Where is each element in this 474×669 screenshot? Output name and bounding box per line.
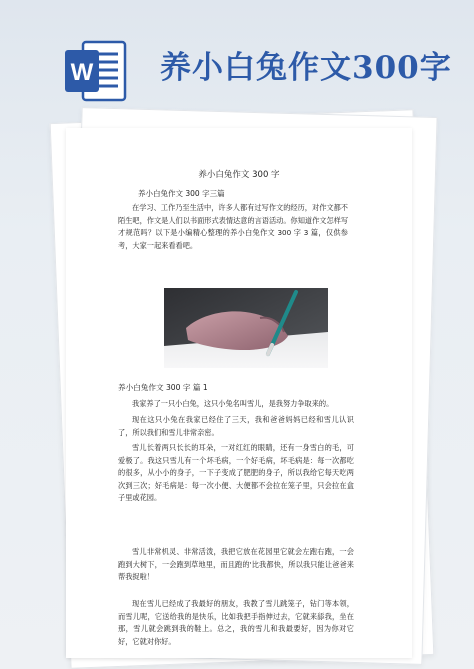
document-title: 养小白兔作文 300 字 [198, 170, 280, 180]
section-heading: 养小白兔作文 300 字 篇 1 [118, 383, 208, 392]
body-paragraph-2: 现在这只小兔在我家已经住了三天，我和爸爸妈妈已经和雪儿认识了，所以我们和雪儿非常亲密。 [118, 415, 354, 437]
hand-writing-photo [164, 288, 328, 368]
document-subtitle: 养小白兔作文 300 字三篇 [138, 189, 225, 198]
intro-paragraph: 在学习、工作乃至生活中，许多人都有过写作文的经历，对作文都不陌生吧，作文是人们以书面形式表情达意的言语活动。你知道作文怎样写才规范吗？以下是小编精心整理的养小白兔作文 300 字 3 篇，仅供参考，大家一起来看看吧。 [118, 203, 349, 250]
body-paragraph-5: 现在雪儿已经成了我最好的朋友，我教了雪儿跳笼子，钻门等本领，而雪儿呢，它送给我的是快乐，比如我把手指伸过去，它就来舔我，坐在那，雪儿就会跳到我的鞋上。总之，我的雪儿和我最要好，因为你对它好，它就对你好。 [118, 599, 354, 646]
body-paragraph-1: 我家养了一只小白兔，这只小兔名叫雪儿，是我努力争取来的。 [132, 399, 334, 408]
document-page [66, 128, 412, 658]
body-paragraph-3: 雪儿长着两只长长的耳朵，一对红红的眼睛，还有一身雪白的毛，可爱极了。我这只雪儿有一个坏毛病，一个好毛病，坏毛病是：每一次都吃的很多，从小小的身子，一下子变成了肥肥的身子，所以我给它每天吃两次到三次；好毛病是：每一次小便、大便都不会拉在笼子里，只会拉在盒子里或花园。 [118, 443, 354, 503]
word-icon-letter: W [70, 59, 94, 86]
banner-title: 养小白兔作文300字 [160, 50, 452, 86]
body-paragraph-4: 雪儿非常机灵、非常活泼，我把它放在花园里它就会左跑右跑，一会跑到大树下，一会跑到草地里，而且跑的'比我都快，所以我只能让爸爸来帮我捉啦！ [118, 547, 354, 582]
word-document-icon [63, 40, 127, 102]
hand-writing-illustration [164, 288, 328, 368]
page-header [0, 0, 474, 110]
